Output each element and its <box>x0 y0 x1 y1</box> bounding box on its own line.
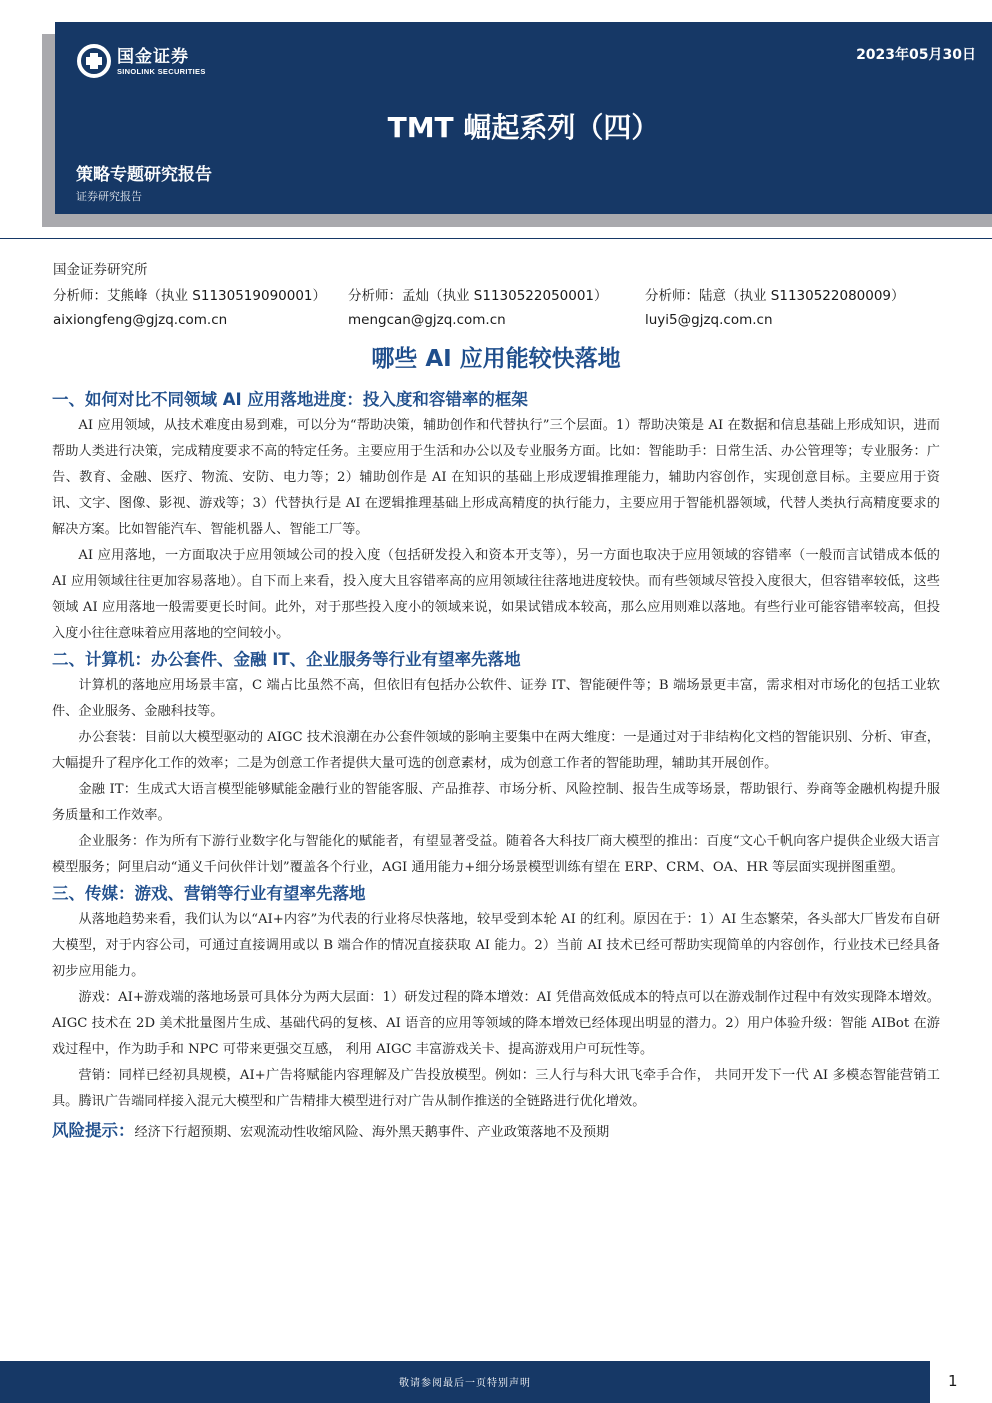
report-type: 证券研究报告 <box>76 190 142 203</box>
analyst-1: 分析师：艾熊峰（执业 S1130519090001） <box>53 288 327 304</box>
report-category: 策略专题研究报告 <box>76 165 212 185</box>
analyst-3-email[interactable]: luyi5@gjzq.com.cn <box>645 312 773 328</box>
report-body <box>52 387 940 1147</box>
risk-warning <box>52 1117 940 1147</box>
main-title: 哪些 AI 应用能较快落地 <box>371 346 621 372</box>
risk-text: 经济下行超预期、宏观流动性收缩风险、海外黑天鹅事件、产业政策落地不及预期 <box>134 1125 610 1140</box>
paragraph: 从落地趋势来看，我们认为以“AI+内容”为代表的行业将尽快落地，较早受到本轮 AI 的红利。原因在于：1）AI 生态繁荣，各头部大厂皆发布自研大模型，对于内容公司，可通过直接调用或以 B 端合作的情况直接获取 AI 能力。2）当前 AI 技术已经可帮助实现简单的内容创作，行业技术已经具备初步应用能力。 <box>52 912 940 979</box>
section-heading-1: 一、如何对比不同领域 AI 应用落地进度：投入度和容错率的框架 <box>52 390 528 409</box>
logo-name-cn: 国金证券 <box>117 46 189 67</box>
analyst-2-email[interactable]: mengcan@gjzq.com.cn <box>348 312 506 328</box>
paragraph: 办公套装：目前以大模型驱动的 AIGC 技术浪潮在办公套件领域的影响主要集中在两大维度：一是通过对于非结构化文档的智能识别、分析、审查，大幅提升了程序化工作的效率；二是为创意工作者提供大量可选的创意素材，成为创意工作者的智能助理，辅助其开展创作。 <box>52 730 940 771</box>
paragraph: 企业服务：作为所有下游行业数字化与智能化的赋能者，有望显著受益。随着各大科技厂商大模型的推出：百度“文心千帆向客户提供企业级大语言模型服务；阿里启动“通义千问伙伴计划”覆盖各个行业，AGI 通用能力+细分场景模型训练有望在 ERP、CRM、OA、HR 等层面实现拼图重塑。 <box>52 834 940 875</box>
paragraph: AI 应用落地，一方面取决于应用领域公司的投入度（包括研发投入和资本开支等），另一方面也取决于应用领域的容错率（一般而言试错成本低的 AI 应用领域往往更加容易落地）。自下而上来看，投入度大且容错率高的应用领域往往落地进度较快。而有些领域尽管投入度很大，但容错率较低，这些领域 AI 应用落地一般需要更长时间。此外，对于那些投入度小的领域来说，如果试错成本较高，那么应用则难以落地。有些行业可能容错率较高，但投入度小往往意味着应用落地的空间较小。 <box>52 548 940 641</box>
series-title: TMT 崛起系列（四） <box>387 111 660 144</box>
logo-mark-icon <box>77 44 111 78</box>
analyst-2: 分析师：孟灿（执业 S1130522050001） <box>348 288 608 304</box>
company-logo <box>77 44 206 78</box>
logo-name-en: SINOLINK SECURITIES <box>117 66 206 76</box>
paragraph: 营销：同样已经初具规模，AI+广告将赋能内容理解及广告投放模型。例如：三人行与科大讯飞牵手合作， 共同开发下一代 AI 多模态智能营销工具。腾讯广告端同样接入混元大模型和广告精排大模型进行对广告从制作推送的全链路进行优化增效。 <box>52 1068 940 1109</box>
paragraph: 计算机的落地应用场景丰富，C 端占比虽然不高，但依旧有包括办公软件、证券 IT、智能硬件等；B 端场景更丰富，需求相对市场化的包括工业软件、企业服务、金融科技等。 <box>52 678 940 719</box>
report-header <box>55 22 992 214</box>
report-date: 2023年05月30日 <box>856 47 976 63</box>
paragraph: AI 应用领域，从技术难度由易到难，可以分为“帮助决策，辅助创作和代替执行”三个层面。1）帮助决策是 AI 在数据和信息基础上形成知识，进而帮助人类进行决策，完成精度要求不高的特定任务。主要应用于生活和办公以及专业服务方面。比如：智能助手：日常生活、办公管理等；专业服务：广告、教育、金融、医疗、物流、安防、电力等；2）辅助创作是 AI 在知识的基础上形成逻辑推理能力，辅助内容创作，实现创意目标。主要应用于资讯、文字、图像、影视、游戏等；3）代替执行是 AI 在逻辑推理基础上形成高精度的执行能力，主要应用于智能机器领域，代替人类执行高精度要求的解决方案。比如智能汽车、智能机器人、智能工厂等。 <box>52 418 940 537</box>
risk-label: 风险提示： <box>52 1121 135 1140</box>
footer-disclaimer-note: 敬请参阅最后一页特别声明 <box>399 1378 531 1389</box>
paragraph: 游戏：AI+游戏端的落地场景可具体分为两大层面：1）研发过程的降本增效：AI 凭借高效低成本的特点可以在游戏制作过程中有效实现降本增效。AIGC 技术在 2D 美术批量图片生成、基础代码的复核、AI 语音的应用等领域的降本增效已经体现出明显的潜力。2）用户体验升级：智能 AIBot 在游戏过程中，作为助手和 NPC 可带来更强交互感， 利用 AIGC 丰富游戏关卡、提高游戏用户可玩性等。 <box>52 990 940 1057</box>
analyst-1-email[interactable]: aixiongfeng@gjzq.com.cn <box>53 312 228 328</box>
section-heading-3: 三、传媒：游戏、营销等行业有望率先落地 <box>52 884 366 903</box>
analyst-3: 分析师：陆意（执业 S1130522080009） <box>645 288 905 304</box>
header-divider <box>0 238 992 239</box>
paragraph: 金融 IT：生成式大语言模型能够赋能金融行业的智能客服、产品推荐、市场分析、风险控制、报告生成等场景，帮助银行、券商等金融机构提升服务质量和工作效率。 <box>52 782 940 823</box>
institute-name: 国金证券研究所 <box>53 262 148 278</box>
page-number: 1 <box>948 1372 958 1390</box>
section-heading-2: 二、计算机：办公套件、金融 IT、企业服务等行业有望率先落地 <box>52 650 521 669</box>
